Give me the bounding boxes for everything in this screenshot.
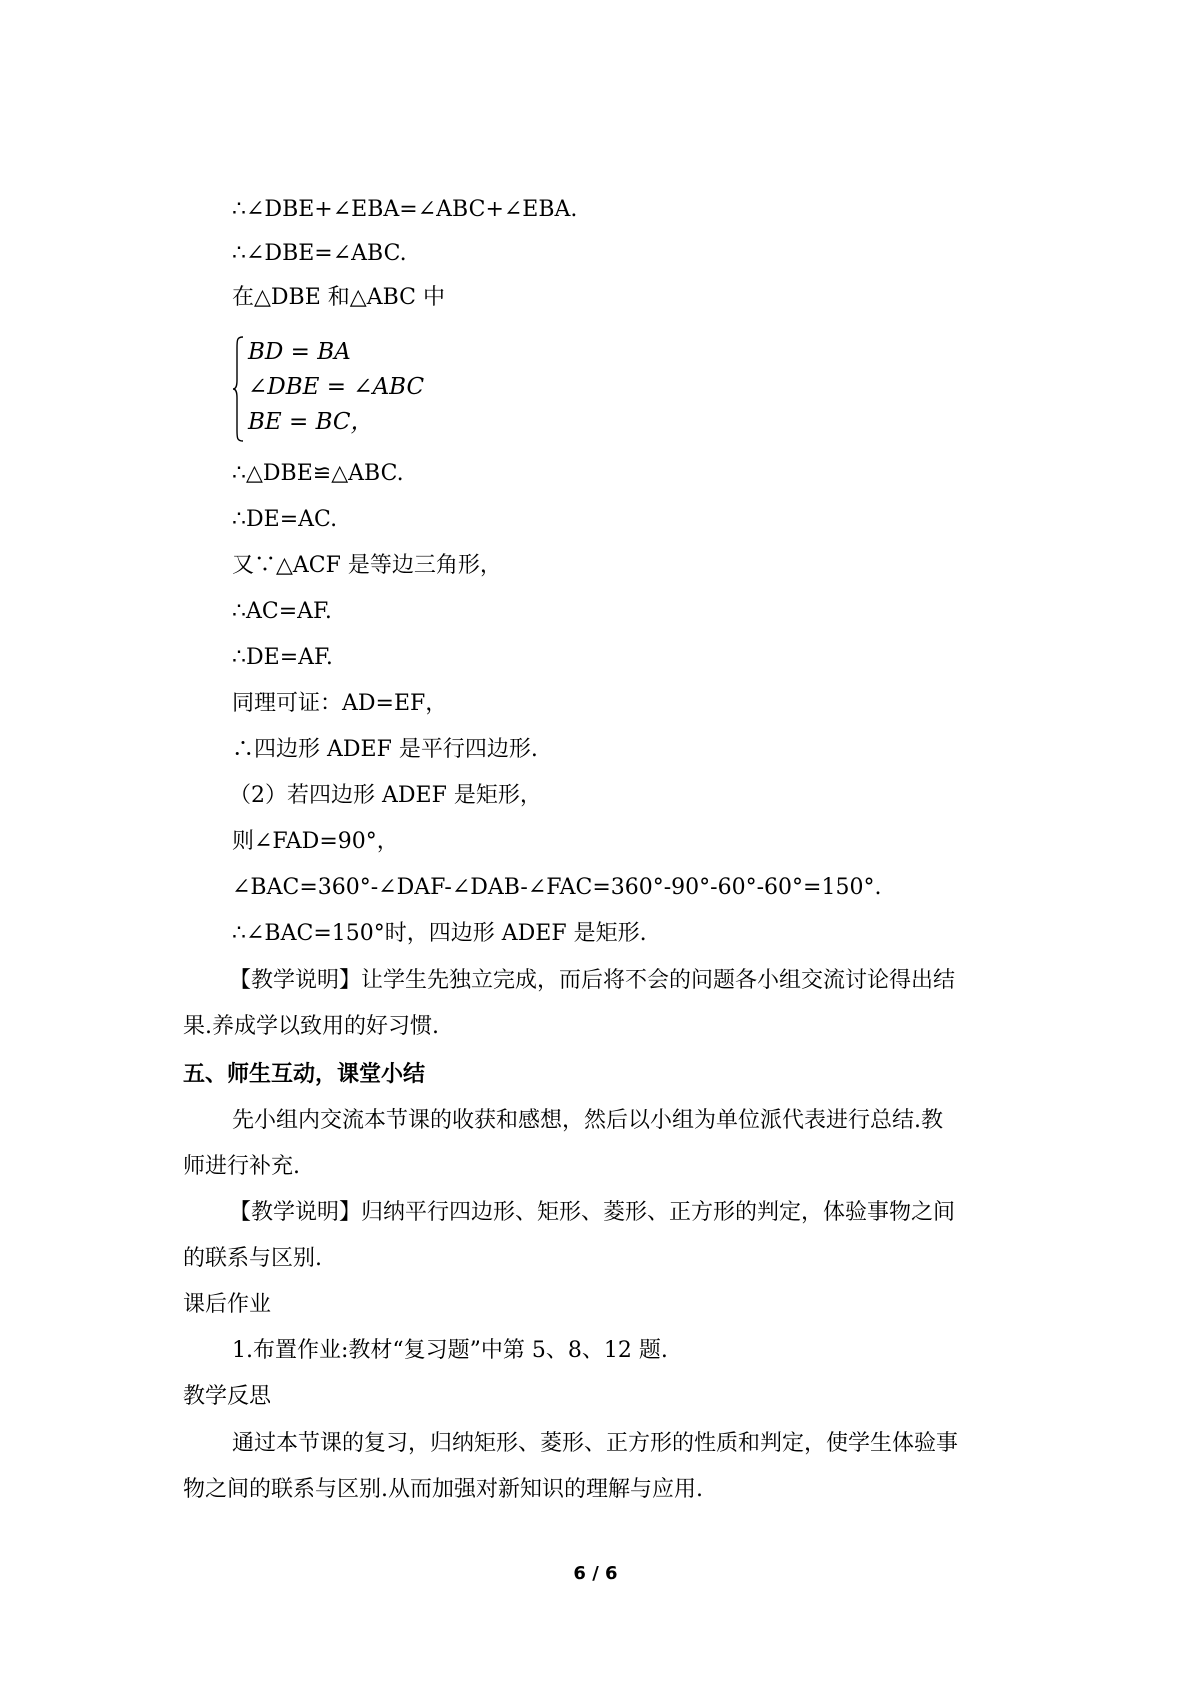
proof-line-4: ∴△DBE≌△ABC. — [232, 461, 404, 486]
homework-heading: 课后作业 — [183, 1292, 272, 1317]
system-brace — [232, 336, 244, 442]
proof-line-6: 又∵△ACF 是等边三角形， — [232, 553, 502, 578]
teaching-note-1-line-2: 果.养成学以致用的好习惯. — [183, 1014, 439, 1039]
proof-line-2: ∴∠DBE=∠ABC. — [232, 241, 407, 266]
teaching-note-2-line-1: 【教学说明】归纳平行四边形、矩形、菱形、正方形的判定，体验事物之间 — [229, 1200, 956, 1225]
teaching-note-2-line-2: 的联系与区别. — [183, 1246, 322, 1271]
page-number: 6 / 6 — [573, 1563, 618, 1584]
homework-item-1: 1.布置作业:教材“复习题”中第 5、8、12 题. — [232, 1338, 668, 1363]
proof-line-5: ∴DE=AC. — [232, 507, 338, 532]
system-equation-1: BD = BA — [248, 339, 351, 365]
section-heading-5: 五、师生互动，课堂小结 — [183, 1061, 426, 1087]
proof-line-1: ∴∠DBE+∠EBA=∠ABC+∠EBA. — [232, 197, 578, 222]
reflection-para-line-2: 物之间的联系与区别.从而加强对新知识的理解与应用. — [183, 1477, 703, 1502]
system-equation-3: BE = BC， — [248, 409, 374, 435]
proof-line-14: ∴∠BAC=150°时，四边形 ADEF 是矩形. — [232, 921, 647, 946]
proof-line-10: ∴四边形 ADEF 是平行四边形. — [232, 737, 538, 762]
reflection-heading: 教学反思 — [183, 1384, 272, 1409]
summary-para-line-1: 先小组内交流本节课的收获和感想，然后以小组为单位派代表进行总结.教 — [232, 1108, 943, 1133]
reflection-para-line-1: 通过本节课的复习，归纳矩形、菱形、正方形的性质和判定，使学生体验事 — [232, 1431, 959, 1456]
proof-line-3: 在△DBE 和△ABC 中 — [232, 285, 445, 310]
proof-line-8: ∴DE=AF. — [232, 645, 333, 670]
proof-line-12: 则∠FAD=90°， — [232, 829, 399, 854]
proof-line-11: （2）若四边形 ADEF 是矩形， — [229, 783, 542, 808]
summary-para-line-2: 师进行补充. — [183, 1154, 300, 1179]
proof-line-13: ∠BAC=360°-∠DAF-∠DAB-∠FAC=360°-90°-60°-60°=150°. — [232, 875, 882, 900]
system-equation-2: ∠DBE = ∠ABC — [248, 374, 425, 400]
proof-line-7: ∴AC=AF. — [232, 599, 332, 624]
proof-line-9: 同理可证：AD=EF， — [232, 691, 448, 716]
teaching-note-1-line-1: 【教学说明】让学生先独立完成，而后将不会的问题各小组交流讨论得出结 — [229, 968, 956, 993]
